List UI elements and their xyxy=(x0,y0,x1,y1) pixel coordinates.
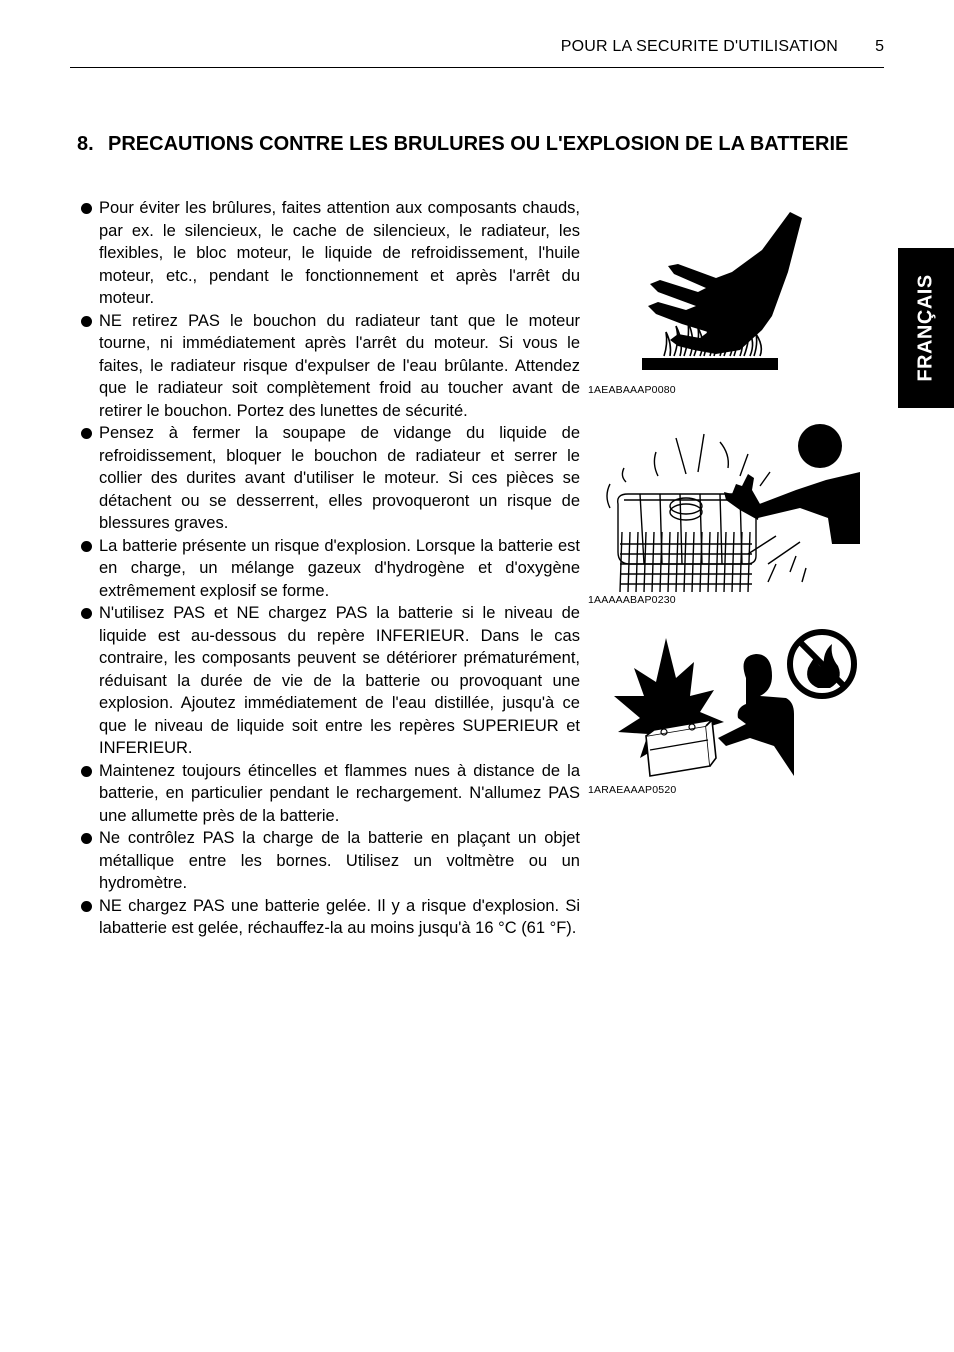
bullet-icon xyxy=(81,316,92,327)
list-item-text: Ne contrôlez PAS la charge de la batterie en plaçant un objet métallique entre les bornes. Utilisez un voltmètre ou un hydromètre. xyxy=(99,829,580,892)
page-number: 5 xyxy=(875,38,884,55)
list-item-text: Maintenez toujours étincelles et flammes nues à distance de la batterie, en particulier pendant le rechargement. N'allumez PAS une allumette près de la batterie. xyxy=(99,761,580,825)
list-item xyxy=(78,827,580,895)
radiator-steam-icon xyxy=(600,424,862,594)
list-item xyxy=(78,310,580,423)
header-title: POUR LA SECURITE D'UTILISATION xyxy=(560,38,838,55)
figure-caption: 1AAAAABAP0230 xyxy=(588,594,676,606)
page-header xyxy=(70,37,884,68)
bullet-icon xyxy=(81,608,92,619)
language-tab xyxy=(898,248,954,408)
section-title: PRECAUTIONS CONTRE LES BRULURES OU L'EXPLOSION DE LA BATTERIE xyxy=(108,133,849,155)
list-item-text: Pensez à fermer la soupape de vidange du liquide de refroidissement, bloquer le bouchon de radiateur et serrer le collier des durites avant d'utiliser le moteur. Si ces pièces se détachent ou se desserrent, elles provoqueront un risque de blessures graves. xyxy=(99,424,580,532)
list-item-text: Pour éviter les brûlures, faites attention aux composants chauds, par ex. le silencieux, le cache de silencieux, le radiateur, les flexibles, le bloc moteur, le liquide de refroidissement, l'huile moteur, etc., pendant le fonctionnement et après l'arrêt du moteur. xyxy=(99,199,580,307)
figure-caption: 1ARAEAAAP0520 xyxy=(588,784,677,796)
list-item xyxy=(78,197,580,310)
bullet-icon xyxy=(81,833,92,844)
bullet-icon xyxy=(81,203,92,214)
precaution-list xyxy=(78,197,580,940)
figure-caption: 1AEABAAAP0080 xyxy=(588,384,676,396)
list-item xyxy=(78,602,580,760)
language-tab-label: FRANÇAIS xyxy=(914,274,937,382)
battery-explosion-icon xyxy=(610,626,864,782)
bullet-icon xyxy=(81,428,92,439)
list-item-text: NE chargez PAS une batterie gelée. Il y a risque d'explosion. Si labatterie est gelée, réchauffez-la au moins jusqu'à 16 °C (61 °F). xyxy=(99,896,580,937)
section-number: 8. xyxy=(77,133,94,155)
list-item-text: La batterie présente un risque d'explosion. Lorsque la batterie est en charge, un mélange gazeux d'hydrogène et d'oxygène extrêmement explosif se forme. xyxy=(99,536,580,600)
list-item-text: N'utilisez PAS et NE chargez PAS la batterie si le niveau de liquide est au-dessous du repère INFERIEUR. Dans le cas contraire, les composants peuvent se détériorer prématurément, réduisant la durée de vie de la batterie ou provoquant une explosion. Ajoutez immédiatement de l'eau distillée, jusqu'à ce que le niveau de liquide soit entre les repères SUPERIEUR et INFERIEUR. xyxy=(99,604,580,757)
bullet-icon xyxy=(81,541,92,552)
hot-surface-hand-icon xyxy=(612,210,808,382)
bullet-icon xyxy=(81,766,92,777)
bullet-icon xyxy=(81,901,92,912)
list-item xyxy=(78,422,580,535)
list-item xyxy=(78,760,580,828)
list-item-text: NE retirez PAS le bouchon du radiateur tant que le moteur tourne, ni immédiatement après l'arrêt du moteur. Si vous le faites, le radiateur risque d'expulser de l'eau brûlante. Attendez que le radiateur soit complètement froid au toucher avant de retirer le bouchon. Portez des lunettes de sécurité. xyxy=(99,311,580,420)
list-item xyxy=(78,535,580,603)
list-item xyxy=(78,895,580,940)
section-heading xyxy=(77,131,867,158)
